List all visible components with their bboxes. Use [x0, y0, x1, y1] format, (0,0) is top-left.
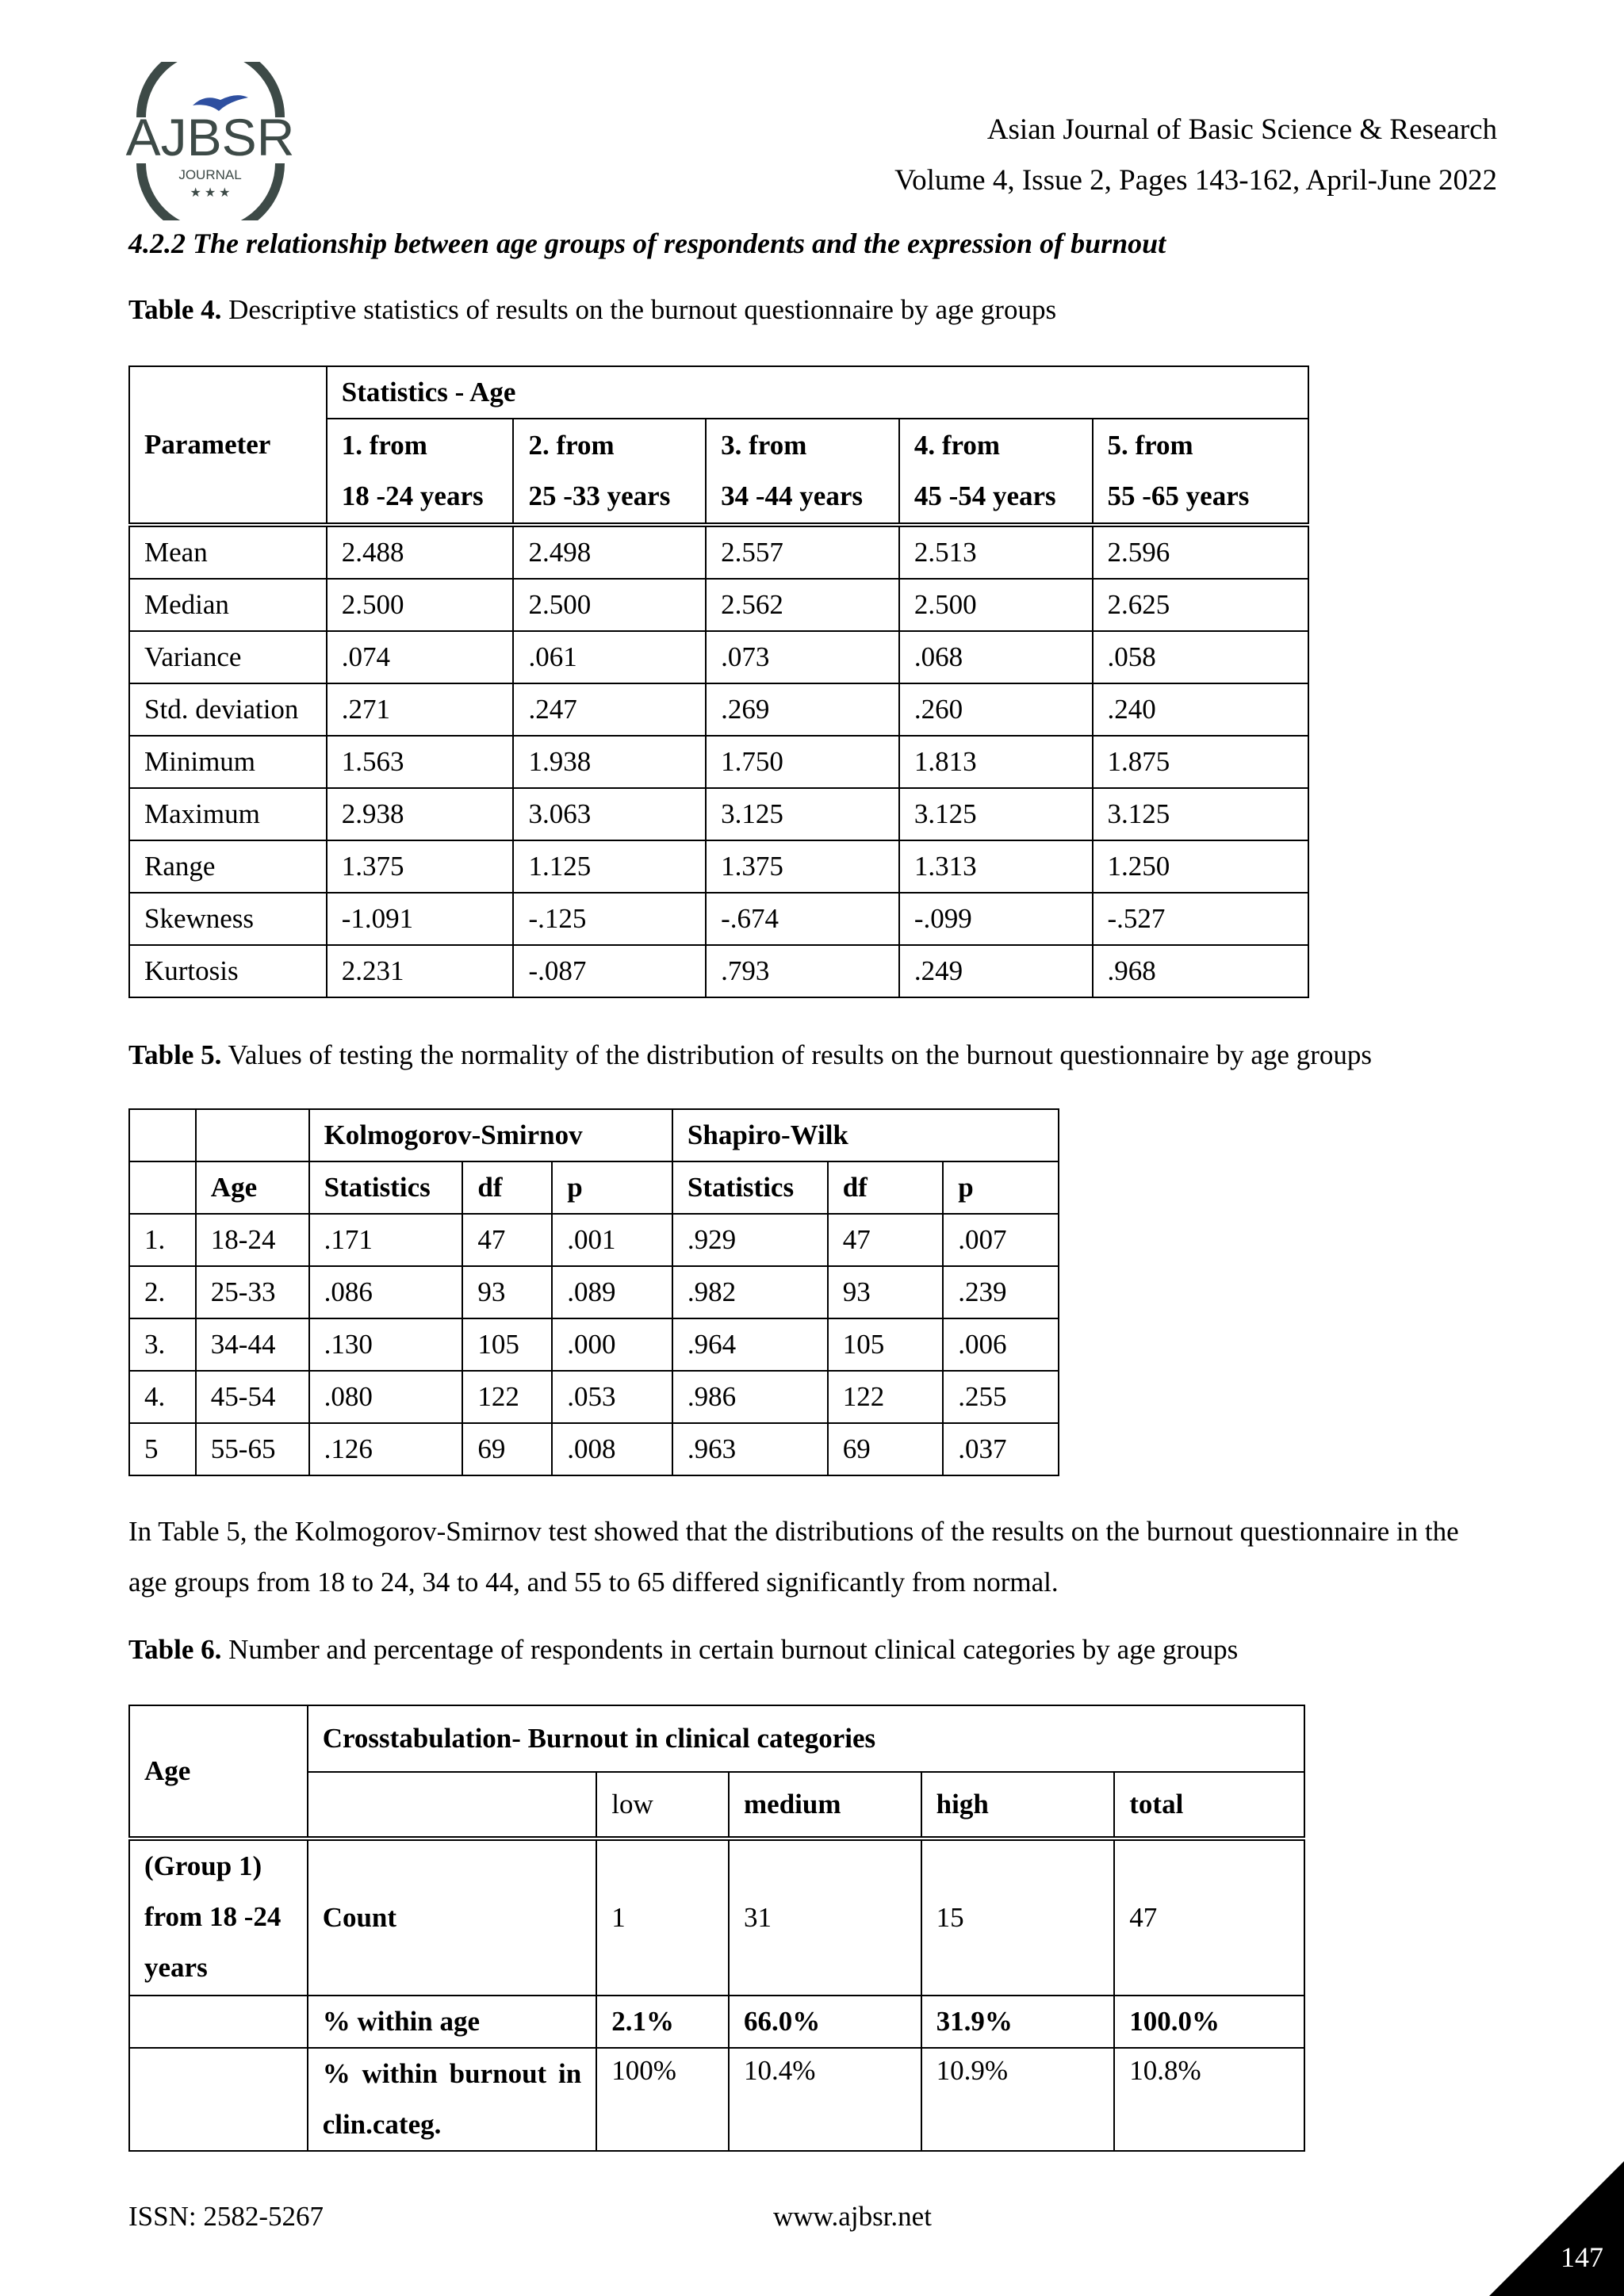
table-cell: 1.375 [706, 840, 899, 893]
table-cell: 2.596 [1093, 525, 1309, 579]
sw-header: Shapiro-Wilk [672, 1109, 1059, 1161]
row-label: Skewness [129, 893, 327, 945]
table-cell: 3.125 [899, 788, 1093, 840]
table-row [129, 788, 1308, 840]
table4-col-header: 1. from 18 -24 years [327, 419, 514, 525]
table-row [129, 1371, 1059, 1423]
table-cell: 2.562 [706, 579, 899, 631]
col-header: Statistics [309, 1161, 463, 1214]
table-cell: .074 [327, 631, 514, 683]
table-cell: .000 [552, 1318, 672, 1371]
table-cell: .171 [309, 1214, 463, 1266]
table4-col-header: 5. from 55 -65 years [1093, 419, 1309, 525]
table-cell: 2.500 [513, 579, 706, 631]
table-cell: 122 [462, 1371, 552, 1423]
table-cell: .053 [552, 1371, 672, 1423]
table-row [129, 1318, 1059, 1371]
table-cell: .968 [1093, 945, 1309, 997]
svg-text:★ ★ ★: ★ ★ ★ [190, 186, 231, 200]
table-cell: -.527 [1093, 893, 1309, 945]
table-cell: 1.875 [1093, 736, 1309, 788]
table-row [129, 525, 1308, 579]
table4-group-header: Statistics - Age [327, 366, 1308, 419]
table6-caption [128, 1634, 1238, 1666]
table-cell: .058 [1093, 631, 1309, 683]
table-cell: 105 [828, 1318, 944, 1371]
table-row [129, 1839, 1304, 1996]
table-cell: .260 [899, 683, 1093, 736]
table-cell: 2.231 [327, 945, 514, 997]
table-cell: 1.813 [899, 736, 1093, 788]
row-label: % within burnout in clin.categ. [308, 2048, 597, 2151]
table-cell: 100% [596, 2048, 729, 2151]
table-cell: .086 [309, 1266, 463, 1318]
col-header: total [1114, 1772, 1304, 1839]
table-row [129, 736, 1308, 788]
footer-issn: ISSN: 2582-5267 [128, 2201, 324, 2232]
table-cell: .130 [309, 1318, 463, 1371]
table-cell: 1.125 [513, 840, 706, 893]
table-cell: .963 [672, 1423, 828, 1475]
table-cell: .007 [943, 1214, 1059, 1266]
table-row [129, 631, 1308, 683]
table-cell: .255 [943, 1371, 1059, 1423]
table-cell: .073 [706, 631, 899, 683]
table-cell: 69 [462, 1423, 552, 1475]
table-cell: 105 [462, 1318, 552, 1371]
col-header: high [921, 1772, 1115, 1839]
table-cell: 2.500 [327, 579, 514, 631]
table-cell: .239 [943, 1266, 1059, 1318]
row-label: Std. deviation [129, 683, 327, 736]
table-cell: 15 [921, 1839, 1115, 1996]
table-cell: .089 [552, 1266, 672, 1318]
table-row [129, 1996, 1304, 2048]
row-label: Variance [129, 631, 327, 683]
table-cell: .061 [513, 631, 706, 683]
table4-col-header: 3. from 34 -44 years [706, 419, 899, 525]
table-row [129, 2048, 1304, 2151]
table-row [129, 840, 1308, 893]
table4-col-header: 2. from 25 -33 years [513, 419, 706, 525]
row-label: % within age [308, 1996, 597, 2048]
table5-header-row [129, 1109, 1059, 1161]
table-cell: 69 [828, 1423, 944, 1475]
col-header: p [552, 1161, 672, 1214]
table6-caption-text: Number and percentage of respondents in certain burnout clinical categories by age groups [221, 1634, 1239, 1665]
table-cell: .080 [309, 1371, 463, 1423]
table-cell: 1.750 [706, 736, 899, 788]
table-cell: .986 [672, 1371, 828, 1423]
table-cell: .964 [672, 1318, 828, 1371]
table5-caption-text: Values of testing the normality of the distribution of results on the burnout questionnaire by age groups [221, 1039, 1372, 1070]
row-number: 5 [129, 1423, 196, 1475]
table4-col-header: 4. from 45 -54 years [899, 419, 1093, 525]
age-cell: 34-44 [196, 1318, 309, 1371]
table-cell: 1.375 [327, 840, 514, 893]
table-cell: 1.250 [1093, 840, 1309, 893]
volume-info: Volume 4, Issue 2, Pages 143-162, April-June 2022 [894, 164, 1497, 197]
logo-subtext: JOURNAL [178, 167, 242, 182]
table-cell: .271 [327, 683, 514, 736]
table-cell: 2.938 [327, 788, 514, 840]
age-cell: 18-24 [196, 1214, 309, 1266]
table-cell: -.674 [706, 893, 899, 945]
table-cell: 1.563 [327, 736, 514, 788]
footer-website[interactable]: www.ajbsr.net [773, 2201, 932, 2232]
row-label: Minimum [129, 736, 327, 788]
table-cell: 47 [462, 1214, 552, 1266]
table-cell: 93 [828, 1266, 944, 1318]
col-header: df [462, 1161, 552, 1214]
ks-header: Kolmogorov-Smirnov [309, 1109, 672, 1161]
table-row [129, 1266, 1059, 1318]
row-label: Mean [129, 525, 327, 579]
table4 [128, 365, 1309, 998]
table-cell: .793 [706, 945, 899, 997]
table-cell: .982 [672, 1266, 828, 1318]
age-cell: 55-65 [196, 1423, 309, 1475]
table-row [129, 1423, 1059, 1475]
table-row [129, 579, 1308, 631]
page-number: 147 [1561, 2241, 1603, 2273]
table-cell: 2.498 [513, 525, 706, 579]
table5-subheader-row [129, 1161, 1059, 1214]
table-row [129, 945, 1308, 997]
table5-caption [128, 1039, 1372, 1071]
row-number: 1. [129, 1214, 196, 1266]
table-cell: .037 [943, 1423, 1059, 1475]
table-cell: 1.313 [899, 840, 1093, 893]
table-cell: .929 [672, 1214, 828, 1266]
table-cell: 31.9% [921, 1996, 1115, 2048]
table-cell: 122 [828, 1371, 944, 1423]
table-cell: 93 [462, 1266, 552, 1318]
group1-label: (Group 1) from 18 -24 years [129, 1839, 308, 1996]
table-row [129, 1214, 1059, 1266]
table-cell: .001 [552, 1214, 672, 1266]
row-label: Median [129, 579, 327, 631]
table-cell: 1.938 [513, 736, 706, 788]
col-header: p [943, 1161, 1059, 1214]
table-cell: 1 [596, 1839, 729, 1996]
table4-caption-text: Descriptive statistics of results on the burnout questionnaire by age groups [221, 294, 1057, 325]
table-cell: 31 [729, 1839, 921, 1996]
table5-label: Table 5. [128, 1039, 222, 1070]
table4-param-header: Parameter [129, 366, 327, 525]
table-cell: 47 [1114, 1839, 1304, 1996]
table4-label: Table 4. [128, 294, 222, 325]
age-cell: 25-33 [196, 1266, 309, 1318]
table6-header-row [129, 1705, 1304, 1772]
table-cell: -.087 [513, 945, 706, 997]
table-cell: 2.500 [899, 579, 1093, 631]
page-corner [1489, 2161, 1624, 2296]
table-cell: 10.8% [1114, 2048, 1304, 2151]
table6-age-header: Age [129, 1705, 308, 1839]
table-cell: 47 [828, 1214, 944, 1266]
table-cell: -1.091 [327, 893, 514, 945]
row-number: 4. [129, 1371, 196, 1423]
table6-group-header: Crosstabulation- Burnout in clinical categories [308, 1705, 1304, 1772]
journal-logo [117, 62, 303, 220]
col-header: Age [196, 1161, 309, 1214]
table4-header-row [129, 366, 1308, 419]
journal-name: Asian Journal of Basic Science & Research [986, 113, 1497, 146]
row-label: Range [129, 840, 327, 893]
row-number: 2. [129, 1266, 196, 1318]
table-cell: 3.125 [1093, 788, 1309, 840]
section-title: 4.2.2 The relationship between age groups of respondents and the expression of burnout [128, 228, 1166, 259]
table-cell: .269 [706, 683, 899, 736]
table6 [128, 1705, 1305, 2152]
table6-label: Table 6. [128, 1634, 222, 1665]
table-cell: .068 [899, 631, 1093, 683]
col-header: low [596, 1772, 729, 1839]
row-label: Count [308, 1839, 597, 1996]
col-header: df [828, 1161, 944, 1214]
logo-text: AJBSR [125, 108, 295, 166]
table-cell: 10.9% [921, 2048, 1115, 2151]
age-cell: 45-54 [196, 1371, 309, 1423]
table-cell: .006 [943, 1318, 1059, 1371]
table-cell: 2.625 [1093, 579, 1309, 631]
table-cell: 3.063 [513, 788, 706, 840]
table-row [129, 893, 1308, 945]
table-cell: 2.1% [596, 1996, 729, 2048]
journal-header [894, 105, 1497, 206]
table-cell: .240 [1093, 683, 1309, 736]
col-header: medium [729, 1772, 921, 1839]
table-cell: 2.488 [327, 525, 514, 579]
row-label: Kurtosis [129, 945, 327, 997]
body-paragraph: In Table 5, the Kolmogorov-Smirnov test showed that the distributions of the results on the burnout questionnaire in the age groups from 18 to 24, 34 to 44, and 55 to 65 differed significantly from normal. [128, 1516, 1459, 1598]
table-row [129, 683, 1308, 736]
table-cell: -.099 [899, 893, 1093, 945]
table-cell: .247 [513, 683, 706, 736]
table-cell: .249 [899, 945, 1093, 997]
table-cell: .126 [309, 1423, 463, 1475]
table-cell: 10.4% [729, 2048, 921, 2151]
col-header: Statistics [672, 1161, 828, 1214]
table-cell: .008 [552, 1423, 672, 1475]
table-cell: 2.557 [706, 525, 899, 579]
table-cell: 100.0% [1114, 1996, 1304, 2048]
row-label: Maximum [129, 788, 327, 840]
table4-caption [128, 294, 1056, 326]
table5 [128, 1108, 1059, 1476]
table-cell: -.125 [513, 893, 706, 945]
row-number: 3. [129, 1318, 196, 1371]
table-cell: 66.0% [729, 1996, 921, 2048]
table-cell: 2.513 [899, 525, 1093, 579]
table-cell: 3.125 [706, 788, 899, 840]
